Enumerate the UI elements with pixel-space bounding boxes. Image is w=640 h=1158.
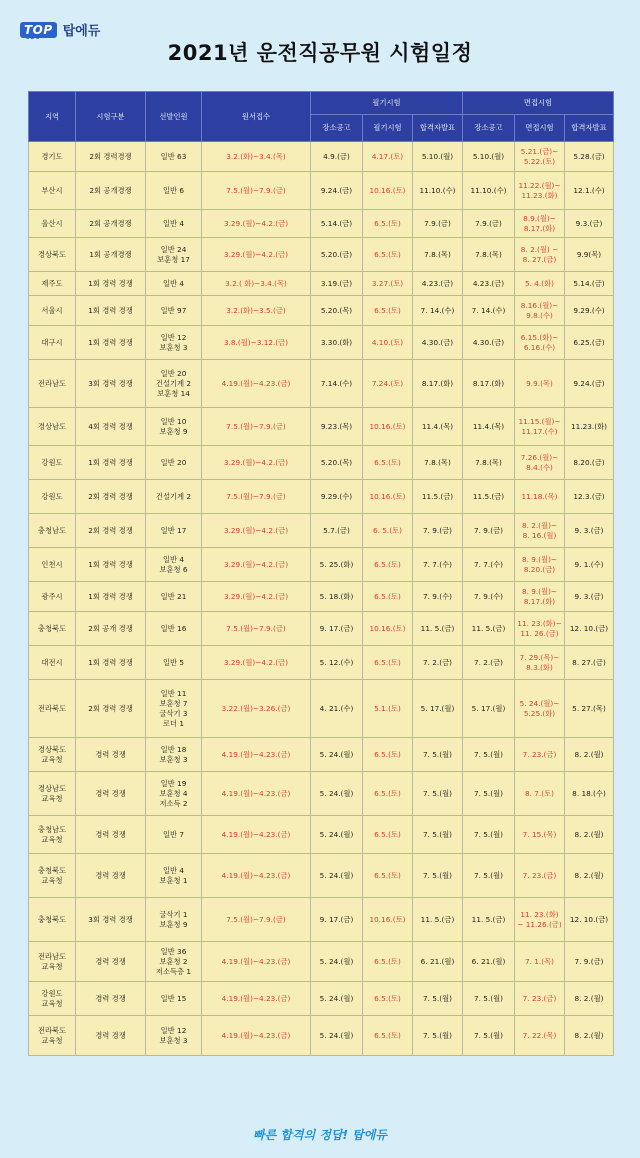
exam-type-cell: 경력 경쟁 (76, 1016, 146, 1056)
interview-place-cell: 8.17.(화) (463, 360, 515, 408)
region-cell: 전라남도 교육청 (29, 942, 76, 982)
written-result-cell: 7. 14.(수) (413, 296, 463, 326)
interview-result-cell: 5.28.(금) (565, 142, 614, 172)
region-cell: 경상남도 (29, 408, 76, 446)
exam-type-cell: 2회 경력경쟁 (76, 142, 146, 172)
written-exam-cell: 6.5.(토) (363, 582, 413, 612)
exam-type-cell: 3회 경력 경쟁 (76, 360, 146, 408)
written-result-cell: 7. 9.(금) (413, 514, 463, 548)
table-row (29, 1016, 614, 1056)
selection-cell: 일반 11 보훈청 7 굴삭기 3 로더 1 (146, 680, 202, 738)
region-cell: 경상남도 교육청 (29, 772, 76, 816)
written-exam-cell: 4.10.(토) (363, 326, 413, 360)
written-place-cell: 5. 24.(월) (311, 982, 363, 1016)
written-exam-cell: 6. 5.(토) (363, 514, 413, 548)
written-result-cell: 7. 5.(월) (413, 982, 463, 1016)
selection-cell: 일반 10 보훈청 9 (146, 408, 202, 446)
region-cell: 경상북도 교육청 (29, 738, 76, 772)
region-cell: 서울시 (29, 296, 76, 326)
selection-cell: 일반 12 보훈청 3 (146, 326, 202, 360)
region-cell: 강원도 (29, 480, 76, 514)
selection-cell: 일반 4 (146, 210, 202, 238)
selection-cell: 일반 21 (146, 582, 202, 612)
exam-type-cell: 경력 경쟁 (76, 982, 146, 1016)
table-row (29, 326, 614, 360)
selection-cell: 일반 20 (146, 446, 202, 480)
region-cell: 경상북도 (29, 238, 76, 272)
interview-exam-cell: 7. 23.(금) (515, 982, 565, 1016)
exam-type-cell: 경력 경쟁 (76, 772, 146, 816)
selection-cell: 일반 24 보훈청 17 (146, 238, 202, 272)
region-cell: 전라남도 (29, 360, 76, 408)
written-result-cell: 7. 7.(수) (413, 548, 463, 582)
interview-exam-cell: 8. 2.(월) ~ 8. 27.(금) (515, 238, 565, 272)
selection-cell: 일반 63 (146, 142, 202, 172)
table-row (29, 772, 614, 816)
interview-result-cell: 8. 2.(월) (565, 1016, 614, 1056)
interview-exam-cell: 7. 23.(금) (515, 738, 565, 772)
interview-exam-cell: 5. 24.(월)~ 5.25.(화) (515, 680, 565, 738)
exam-type-cell: 1회 경력 경쟁 (76, 272, 146, 296)
written-exam-cell: 7.24.(토) (363, 360, 413, 408)
region-cell: 경기도 (29, 142, 76, 172)
application-cell: 4.19.(월)~4.23.(금) (202, 1016, 311, 1056)
application-cell: 4.19.(월)~4.23.(금) (202, 982, 311, 1016)
table-row (29, 446, 614, 480)
table-row (29, 982, 614, 1016)
table-row (29, 480, 614, 514)
region-cell: 충청북도 (29, 612, 76, 646)
footer-slogan: 빠른 합격의 정답! 탑에듀 (253, 1128, 387, 1142)
application-cell: 7.5.(월)~7.9.(금) (202, 408, 311, 446)
selection-cell: 일반 18 보훈청 3 (146, 738, 202, 772)
application-cell: 3.29.(월)~4.2.(금) (202, 646, 311, 680)
application-cell: 4.19.(월)~4.23.(금) (202, 772, 311, 816)
interview-result-cell: 11.23.(화) (565, 408, 614, 446)
written-place-cell: 5. 18.(화) (311, 582, 363, 612)
written-place-cell: 5.20.(목) (311, 296, 363, 326)
written-place-cell: 7.14.(수) (311, 360, 363, 408)
interview-place-cell: 11. 5.(금) (463, 612, 515, 646)
written-result-cell: 7. 5.(월) (413, 1016, 463, 1056)
application-cell: 4.19.(월)~4.23.(금) (202, 942, 311, 982)
written-result-cell: 11.10.(수) (413, 172, 463, 210)
table-row (29, 238, 614, 272)
interview-place-cell: 11.5.(금) (463, 480, 515, 514)
interview-result-cell: 12. 10.(금) (565, 898, 614, 942)
selection-cell: 일반 16 (146, 612, 202, 646)
written-place-cell: 5. 24.(월) (311, 738, 363, 772)
written-place-cell: 4. 21.(수) (311, 680, 363, 738)
written-place-cell: 5. 12.(수) (311, 646, 363, 680)
interview-result-cell: 8.20.(금) (565, 446, 614, 480)
exam-type-cell: 1회 경력 경쟁 (76, 326, 146, 360)
written-exam-cell: 4.17.(토) (363, 142, 413, 172)
interview-place-cell: 11.4.(목) (463, 408, 515, 446)
selection-cell: 일반 15 (146, 982, 202, 1016)
exam-type-cell: 1회 경력 경쟁 (76, 296, 146, 326)
selection-cell: 일반 17 (146, 514, 202, 548)
application-cell: 3.29.(월)~4.2.(금) (202, 548, 311, 582)
exam-type-cell: 2회 경력 경쟁 (76, 680, 146, 738)
written-exam-cell: 6.5.(토) (363, 738, 413, 772)
region-cell: 충청북도 교육청 (29, 854, 76, 898)
table-row (29, 738, 614, 772)
application-cell: 3.8.(월)~3.12.(금) (202, 326, 311, 360)
table-row (29, 142, 614, 172)
interview-exam-cell: 7.26.(월)~ 8.4.(수) (515, 446, 565, 480)
interview-result-cell: 8. 2.(월) (565, 854, 614, 898)
interview-result-cell: 8. 2.(월) (565, 738, 614, 772)
header-interview-group: 면접시험 (463, 92, 614, 115)
interview-exam-cell: 11.18.(목) (515, 480, 565, 514)
application-cell: 3.2.( 화)~3.4.(목) (202, 272, 311, 296)
written-result-cell: 11.5.(금) (413, 480, 463, 514)
written-place-cell: 5.20.(금) (311, 238, 363, 272)
interview-exam-cell: 8. 9.(월)~ 8.17.(화) (515, 582, 565, 612)
selection-cell: 일반 36 보훈청 2 저소득층 1 (146, 942, 202, 982)
written-result-cell: 7. 9.(수) (413, 582, 463, 612)
region-cell: 제주도 (29, 272, 76, 296)
interview-result-cell: 9.29.(수) (565, 296, 614, 326)
exam-type-cell: 2회 공개 경쟁 (76, 612, 146, 646)
selection-cell: 일반 4 보훈청 1 (146, 854, 202, 898)
interview-result-cell: 12.3.(금) (565, 480, 614, 514)
written-place-cell: 5.20.(목) (311, 446, 363, 480)
exam-type-cell: 2회 경력 경쟁 (76, 514, 146, 548)
written-result-cell: 11. 5.(금) (413, 612, 463, 646)
interview-exam-cell: 8. 2.(월)~ 8. 16.(월) (515, 514, 565, 548)
table-head (29, 92, 614, 142)
written-place-cell: 9.24.(금) (311, 172, 363, 210)
written-result-cell: 11.4.(목) (413, 408, 463, 446)
interview-exam-cell: 11.22.(월)~ 11.23.(화) (515, 172, 565, 210)
interview-place-cell: 7. 2.(금) (463, 646, 515, 680)
selection-cell: 일반 4 보훈청 6 (146, 548, 202, 582)
written-exam-cell: 6.5.(토) (363, 982, 413, 1016)
application-cell: 3.29.(월)~4.2.(금) (202, 582, 311, 612)
written-result-cell: 7. 2.(금) (413, 646, 463, 680)
table-row (29, 646, 614, 680)
exam-type-cell: 경력 경쟁 (76, 854, 146, 898)
interview-result-cell: 5. 27.(목) (565, 680, 614, 738)
exam-type-cell: 1회 경력 경쟁 (76, 446, 146, 480)
logo-badge: TOP (20, 22, 57, 38)
written-place-cell: 5. 24.(월) (311, 1016, 363, 1056)
interview-place-cell: 7. 9.(금) (463, 514, 515, 548)
table-row (29, 680, 614, 738)
interview-result-cell: 6.25.(금) (565, 326, 614, 360)
table-row (29, 854, 614, 898)
written-place-cell: 4.9.(금) (311, 142, 363, 172)
exam-type-cell: 1회 경력 경쟁 (76, 646, 146, 680)
interview-result-cell: 8. 27.(금) (565, 646, 614, 680)
exam-type-cell: 2회 공개경쟁 (76, 172, 146, 210)
application-cell: 7.5.(월)~7.9.(금) (202, 898, 311, 942)
table-row (29, 548, 614, 582)
selection-cell: 일반 4 (146, 272, 202, 296)
application-cell: 4.19.(월)~4.23.(금) (202, 360, 311, 408)
selection-cell: 일반 5 (146, 646, 202, 680)
interview-result-cell: 8. 2.(월) (565, 816, 614, 854)
written-exam-cell: 6.5.(토) (363, 1016, 413, 1056)
interview-result-cell: 9.9(목) (565, 238, 614, 272)
exam-type-cell: 1회 경력 경쟁 (76, 582, 146, 612)
application-cell: 3.29.(월)~4.2.(금) (202, 238, 311, 272)
written-exam-cell: 6.5.(토) (363, 854, 413, 898)
application-cell: 3.29.(월)~4.2.(금) (202, 446, 311, 480)
region-cell: 광주시 (29, 582, 76, 612)
interview-result-cell: 12.1.(수) (565, 172, 614, 210)
application-cell: 3.22.(월)~3.26.(금) (202, 680, 311, 738)
interview-result-cell: 8. 2.(월) (565, 982, 614, 1016)
written-result-cell: 4.23.(금) (413, 272, 463, 296)
schedule-table (28, 91, 614, 1056)
header-exam-type: 시험구분 (76, 92, 146, 142)
interview-result-cell: 9. 3.(금) (565, 514, 614, 548)
header-interview-result: 합격자발표 (565, 115, 614, 142)
header-interview-exam: 면접시험 (515, 115, 565, 142)
interview-result-cell: 7. 9.(금) (565, 942, 614, 982)
header-application: 원서접수 (202, 92, 311, 142)
written-exam-cell: 6.5.(토) (363, 548, 413, 582)
table-row (29, 210, 614, 238)
interview-exam-cell: 11. 23.(화)~ 11. 26.(금) (515, 612, 565, 646)
written-result-cell: 6. 21.(월) (413, 942, 463, 982)
interview-place-cell: 7. 5.(월) (463, 738, 515, 772)
selection-cell: 일반 20 건설기계 2 보훈청 14 (146, 360, 202, 408)
region-cell: 부산시 (29, 172, 76, 210)
header-selection: 선발인원 (146, 92, 202, 142)
table-row (29, 816, 614, 854)
written-result-cell: 11. 5.(금) (413, 898, 463, 942)
interview-exam-cell: 11.15.(월)~ 11.17.(수) (515, 408, 565, 446)
region-cell: 대전시 (29, 646, 76, 680)
written-place-cell: 9. 17.(금) (311, 898, 363, 942)
written-result-cell: 7. 5.(월) (413, 738, 463, 772)
written-result-cell: 7. 5.(월) (413, 816, 463, 854)
table-body (29, 142, 614, 1056)
written-result-cell: 5. 17.(월) (413, 680, 463, 738)
written-result-cell: 7. 5.(월) (413, 772, 463, 816)
written-exam-cell: 10.16.(토) (363, 480, 413, 514)
interview-exam-cell: 6.15.(화)~ 6.16.(수) (515, 326, 565, 360)
exam-type-cell: 1회 경력 경쟁 (76, 548, 146, 582)
interview-place-cell: 7.9.(금) (463, 210, 515, 238)
interview-exam-cell: 5.21.(금)~ 5.22.(토) (515, 142, 565, 172)
interview-place-cell: 11.10.(수) (463, 172, 515, 210)
interview-place-cell: 7.8.(목) (463, 446, 515, 480)
table-row (29, 172, 614, 210)
table-row (29, 582, 614, 612)
application-cell: 7.5.(월)~7.9.(금) (202, 612, 311, 646)
written-exam-cell: 6.5.(토) (363, 646, 413, 680)
exam-type-cell: 2회 공개경쟁 (76, 210, 146, 238)
written-exam-cell: 10.16.(토) (363, 612, 413, 646)
region-cell: 강원도 (29, 446, 76, 480)
header-written-result: 합격자발표 (413, 115, 463, 142)
exam-type-cell: 3회 경력 경쟁 (76, 898, 146, 942)
interview-place-cell: 7. 5.(월) (463, 854, 515, 898)
interview-exam-cell: 9.9.(목) (515, 360, 565, 408)
written-place-cell: 9.23.(목) (311, 408, 363, 446)
written-place-cell: 5. 24.(월) (311, 816, 363, 854)
application-cell: 4.19.(월)~4.23.(금) (202, 854, 311, 898)
interview-place-cell: 5.10.(월) (463, 142, 515, 172)
table-row (29, 296, 614, 326)
application-cell: 3.29.(월)~4.2.(금) (202, 210, 311, 238)
header-interview-place: 장소공고 (463, 115, 515, 142)
interview-result-cell: 9.24.(금) (565, 360, 614, 408)
written-result-cell: 7.8.(목) (413, 238, 463, 272)
written-result-cell: 7. 5.(월) (413, 854, 463, 898)
written-exam-cell: 6.5.(토) (363, 942, 413, 982)
interview-place-cell: 7. 9.(수) (463, 582, 515, 612)
interview-place-cell: 4.30.(금) (463, 326, 515, 360)
region-cell: 전라북도 (29, 680, 76, 738)
exam-type-cell: 2회 경력 경쟁 (76, 480, 146, 514)
header-written-place: 장소공고 (311, 115, 363, 142)
selection-cell: 일반 97 (146, 296, 202, 326)
header-written-exam: 필기시험 (363, 115, 413, 142)
selection-cell: 일반 7 (146, 816, 202, 854)
interview-exam-cell: 5. 4.(화) (515, 272, 565, 296)
interview-exam-cell: 7. 29.(목)~ 8.3.(화) (515, 646, 565, 680)
interview-exam-cell: 8. 9.(월)~ 8.20.(금) (515, 548, 565, 582)
written-place-cell: 5. 25.(화) (311, 548, 363, 582)
written-result-cell: 4.30.(금) (413, 326, 463, 360)
exam-type-cell: 1회 공개경쟁 (76, 238, 146, 272)
interview-place-cell: 7. 5.(월) (463, 1016, 515, 1056)
region-cell: 전라북도 교육청 (29, 1016, 76, 1056)
exam-type-cell: 경력 경쟁 (76, 816, 146, 854)
table-row (29, 408, 614, 446)
interview-exam-cell: 8.9.(월)~ 8.17.(화) (515, 210, 565, 238)
written-place-cell: 5. 24.(월) (311, 942, 363, 982)
interview-exam-cell: 7. 22.(목) (515, 1016, 565, 1056)
written-place-cell: 5.7.(금) (311, 514, 363, 548)
selection-cell: 일반 12 보훈청 3 (146, 1016, 202, 1056)
page-title: 2021년 운전직공무원 시험일정 (167, 41, 473, 65)
interview-place-cell: 7. 7.(수) (463, 548, 515, 582)
written-exam-cell: 6.5.(토) (363, 446, 413, 480)
region-cell: 충청남도 교육청 (29, 816, 76, 854)
exam-type-cell: 4회 경력 경쟁 (76, 408, 146, 446)
interview-result-cell: 9.3.(금) (565, 210, 614, 238)
region-cell: 충청북도 (29, 898, 76, 942)
region-cell: 강원도 교육청 (29, 982, 76, 1016)
application-cell: 7.5.(월)~7.9.(금) (202, 480, 311, 514)
selection-cell: 일반 19 보훈청 4 저소득 2 (146, 772, 202, 816)
region-cell: 대구시 (29, 326, 76, 360)
written-exam-cell: 6.5.(토) (363, 296, 413, 326)
written-result-cell: 5.10.(월) (413, 142, 463, 172)
interview-exam-cell: 8.16.(월)~ 9.8.(수) (515, 296, 565, 326)
interview-result-cell: 9. 1.(수) (565, 548, 614, 582)
interview-place-cell: 5. 17.(월) (463, 680, 515, 738)
written-exam-cell: 10.16.(토) (363, 408, 413, 446)
region-cell: 인천시 (29, 548, 76, 582)
application-cell: 3.2.(화)~3.4.(목) (202, 142, 311, 172)
written-place-cell: 5. 24.(월) (311, 772, 363, 816)
application-cell: 4.19.(월)~4.23.(금) (202, 738, 311, 772)
application-cell: 4.19.(월)~4.23.(금) (202, 816, 311, 854)
exam-type-cell: 경력 경쟁 (76, 738, 146, 772)
application-cell: 3.29.(월)~4.2.(금) (202, 514, 311, 548)
interview-exam-cell: 7. 15.(목) (515, 816, 565, 854)
interview-place-cell: 11. 5.(금) (463, 898, 515, 942)
table-row (29, 514, 614, 548)
interview-result-cell: 9. 3.(금) (565, 582, 614, 612)
header-written-group: 필기시험 (311, 92, 463, 115)
interview-result-cell: 12. 10.(금) (565, 612, 614, 646)
interview-result-cell: 8. 18.(수) (565, 772, 614, 816)
logo-text: 탑에듀 (62, 24, 101, 39)
selection-cell: 굴삭기 1 보훈청 9 (146, 898, 202, 942)
written-exam-cell: 6.5.(토) (363, 238, 413, 272)
written-exam-cell: 3.27.(토) (363, 272, 413, 296)
table-row (29, 612, 614, 646)
interview-place-cell: 4.23.(금) (463, 272, 515, 296)
written-result-cell: 7.9.(금) (413, 210, 463, 238)
table-row (29, 898, 614, 942)
exam-type-cell: 경력 경쟁 (76, 942, 146, 982)
table-row (29, 942, 614, 982)
written-place-cell: 9. 17.(금) (311, 612, 363, 646)
schedule-table-wrap (28, 91, 613, 1056)
table-row (29, 272, 614, 296)
written-exam-cell: 10.16.(토) (363, 898, 413, 942)
written-place-cell: 9.29.(수) (311, 480, 363, 514)
written-place-cell: 3.19.(금) (311, 272, 363, 296)
written-place-cell: 5. 24.(월) (311, 854, 363, 898)
interview-place-cell: 7.8.(목) (463, 238, 515, 272)
interview-place-cell: 7. 5.(월) (463, 982, 515, 1016)
written-exam-cell: 6.5.(토) (363, 772, 413, 816)
interview-place-cell: 7. 5.(월) (463, 772, 515, 816)
header-region: 지역 (29, 92, 76, 142)
written-exam-cell: 5.1.(토) (363, 680, 413, 738)
written-exam-cell: 6.5.(토) (363, 210, 413, 238)
interview-place-cell: 7. 5.(월) (463, 816, 515, 854)
written-result-cell: 7.8.(목) (413, 446, 463, 480)
interview-result-cell: 5.14.(금) (565, 272, 614, 296)
written-exam-cell: 6.5.(토) (363, 816, 413, 854)
region-cell: 울산시 (29, 210, 76, 238)
written-place-cell: 5.14.(금) (311, 210, 363, 238)
region-cell: 충청남도 (29, 514, 76, 548)
interview-place-cell: 6. 21.(월) (463, 942, 515, 982)
interview-exam-cell: 11. 23.(화) ~ 11.26.(금) (515, 898, 565, 942)
interview-exam-cell: 8. 7.(토) (515, 772, 565, 816)
application-cell: 7.5.(월)~7.9.(금) (202, 172, 311, 210)
selection-cell: 건설기계 2 (146, 480, 202, 514)
application-cell: 3.2.(화)~3.5.(금) (202, 296, 311, 326)
interview-exam-cell: 7. 1.(목) (515, 942, 565, 982)
logo-sub: EDU (26, 35, 41, 41)
selection-cell: 일반 6 (146, 172, 202, 210)
written-exam-cell: 10.16.(토) (363, 172, 413, 210)
written-place-cell: 3.30.(화) (311, 326, 363, 360)
table-row (29, 360, 614, 408)
written-result-cell: 8.17.(화) (413, 360, 463, 408)
interview-exam-cell: 7. 23.(금) (515, 854, 565, 898)
interview-place-cell: 7. 14.(수) (463, 296, 515, 326)
